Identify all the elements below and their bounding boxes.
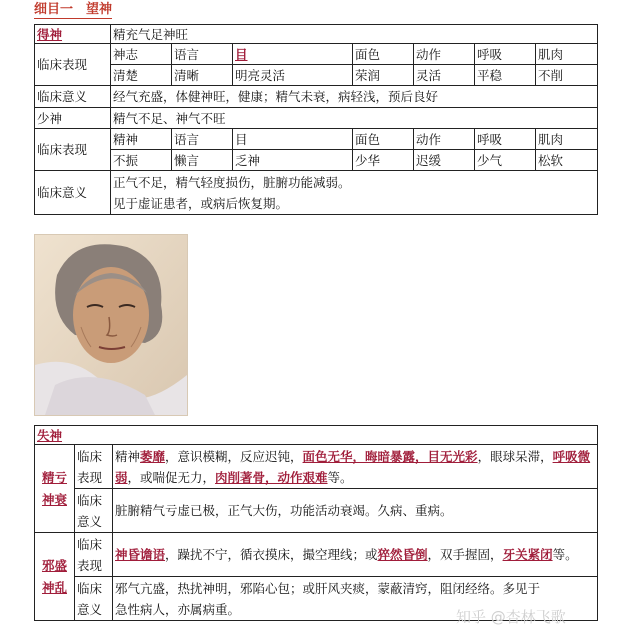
patient-face-illustration — [35, 235, 187, 415]
jingkui-clinical: 精神萎靡，意识模糊，反应迟钝，面色无华，晦暗暴露，目无光彩，眼球呆滞，呼吸微弱，或喘促无力，肉削著骨，动作艰难等。 — [113, 445, 598, 489]
zhihu-watermark: 知乎 @杏林飞歌 — [456, 608, 566, 626]
deshen-header-cell: 面色 — [353, 44, 414, 65]
shaoshen-label: 少神 — [35, 108, 111, 129]
shishen-label: 失神 — [35, 426, 598, 445]
deshen-desc: 精充气足神旺 — [111, 25, 598, 44]
shaoshen-clinical-label: 临床表现 — [35, 129, 111, 171]
xiesheng-clinical: 神昏谵语，躁扰不宁，循衣摸床，撮空理线；或猝然昏倒，双手握固，牙关紧闭等。 — [113, 533, 598, 577]
xiesheng-clinical-label: 临床表现 — [75, 533, 113, 577]
deshen-meaning: 经气充盛，体健神旺，健康；精气未衰，病轻浅，预后良好 — [111, 86, 598, 108]
shaoshen-value-cell: 少气 — [475, 150, 536, 171]
deshen-header-cell: 神志 — [111, 44, 172, 65]
shaoshen-value-cell: 迟缓 — [414, 150, 475, 171]
deshen-value-cell: 明亮灵活 — [233, 65, 353, 86]
page-title: 细目一 望神 — [34, 2, 113, 17]
deshen-value-cell: 不削 — [536, 65, 598, 86]
deshen-header-cell: 目 — [233, 44, 353, 65]
shaoshen-meaning-label: 临床意义 — [35, 171, 111, 215]
shaoshen-value-cell: 懒言 — [172, 150, 233, 171]
jingkui-meaning: 脏腑精气亏虚已极，正气大伤，功能活动衰竭。久病、重病。 — [113, 489, 598, 533]
shishen-table — [34, 425, 598, 621]
jingkui-label: 精亏神衰 — [35, 445, 75, 533]
shaoshen-meaning — [111, 171, 598, 215]
xiesheng-label: 邪盛神乱 — [35, 533, 75, 621]
shaoshen-meaning-line: 正气不足，精气轻度损伤，脏腑功能减弱。 — [113, 174, 351, 190]
deshen-value-cell: 清楚 — [111, 65, 172, 86]
shaoshen-header-cell: 语言 — [172, 129, 233, 150]
shaoshen-header-cell: 呼吸 — [475, 129, 536, 150]
shaoshen-header-cell: 肌肉 — [536, 129, 598, 150]
deshen-header-cell: 动作 — [414, 44, 475, 65]
deshen-value-cell: 平稳 — [475, 65, 536, 86]
patient-photo — [34, 234, 188, 416]
shaoshen-value-cell: 松软 — [536, 150, 598, 171]
shaoshen-value-cell: 乏神 — [233, 150, 353, 171]
deshen-value-cell: 清晰 — [172, 65, 233, 86]
shaoshen-value-cell: 少华 — [353, 150, 414, 171]
jingkui-clinical-label: 临床表现 — [75, 445, 113, 489]
xiesheng-meaning-line: 邪气亢盛，热扰神明，邪陷心包；或肝风夹痰，蒙蔽清窍，阻闭经络。多见于 — [115, 580, 541, 596]
shaoshen-header-cell: 面色 — [353, 129, 414, 150]
deshen-header-cell: 肌肉 — [536, 44, 598, 65]
shaoshen-header-cell: 精神 — [111, 129, 172, 150]
deshen-header-cell: 语言 — [172, 44, 233, 65]
shaoshen-meaning-line: 见于虚证患者，或病后恢复期。 — [113, 195, 289, 211]
deshen-value-cell: 灵活 — [414, 65, 475, 86]
shaoshen-value-cell: 不振 — [111, 150, 172, 171]
deshen-label: 得神 — [35, 25, 111, 44]
xiesheng-meaning-label: 临床意义 — [75, 577, 113, 621]
deshen-meaning-label: 临床意义 — [35, 86, 111, 108]
deshen-value-cell: 荣润 — [353, 65, 414, 86]
shaoshen-header-cell: 目 — [233, 129, 353, 150]
deshen-clinical-label: 临床表现 — [35, 44, 111, 86]
xiesheng-meaning-line: 急性病人，亦属病重。 — [115, 601, 241, 617]
deshen-header-cell: 呼吸 — [475, 44, 536, 65]
jingkui-meaning-label: 临床意义 — [75, 489, 113, 533]
deshen-shaoshen-table — [34, 24, 598, 215]
shaoshen-header-cell: 动作 — [414, 129, 475, 150]
shaoshen-desc: 精气不足、神气不旺 — [111, 108, 598, 129]
